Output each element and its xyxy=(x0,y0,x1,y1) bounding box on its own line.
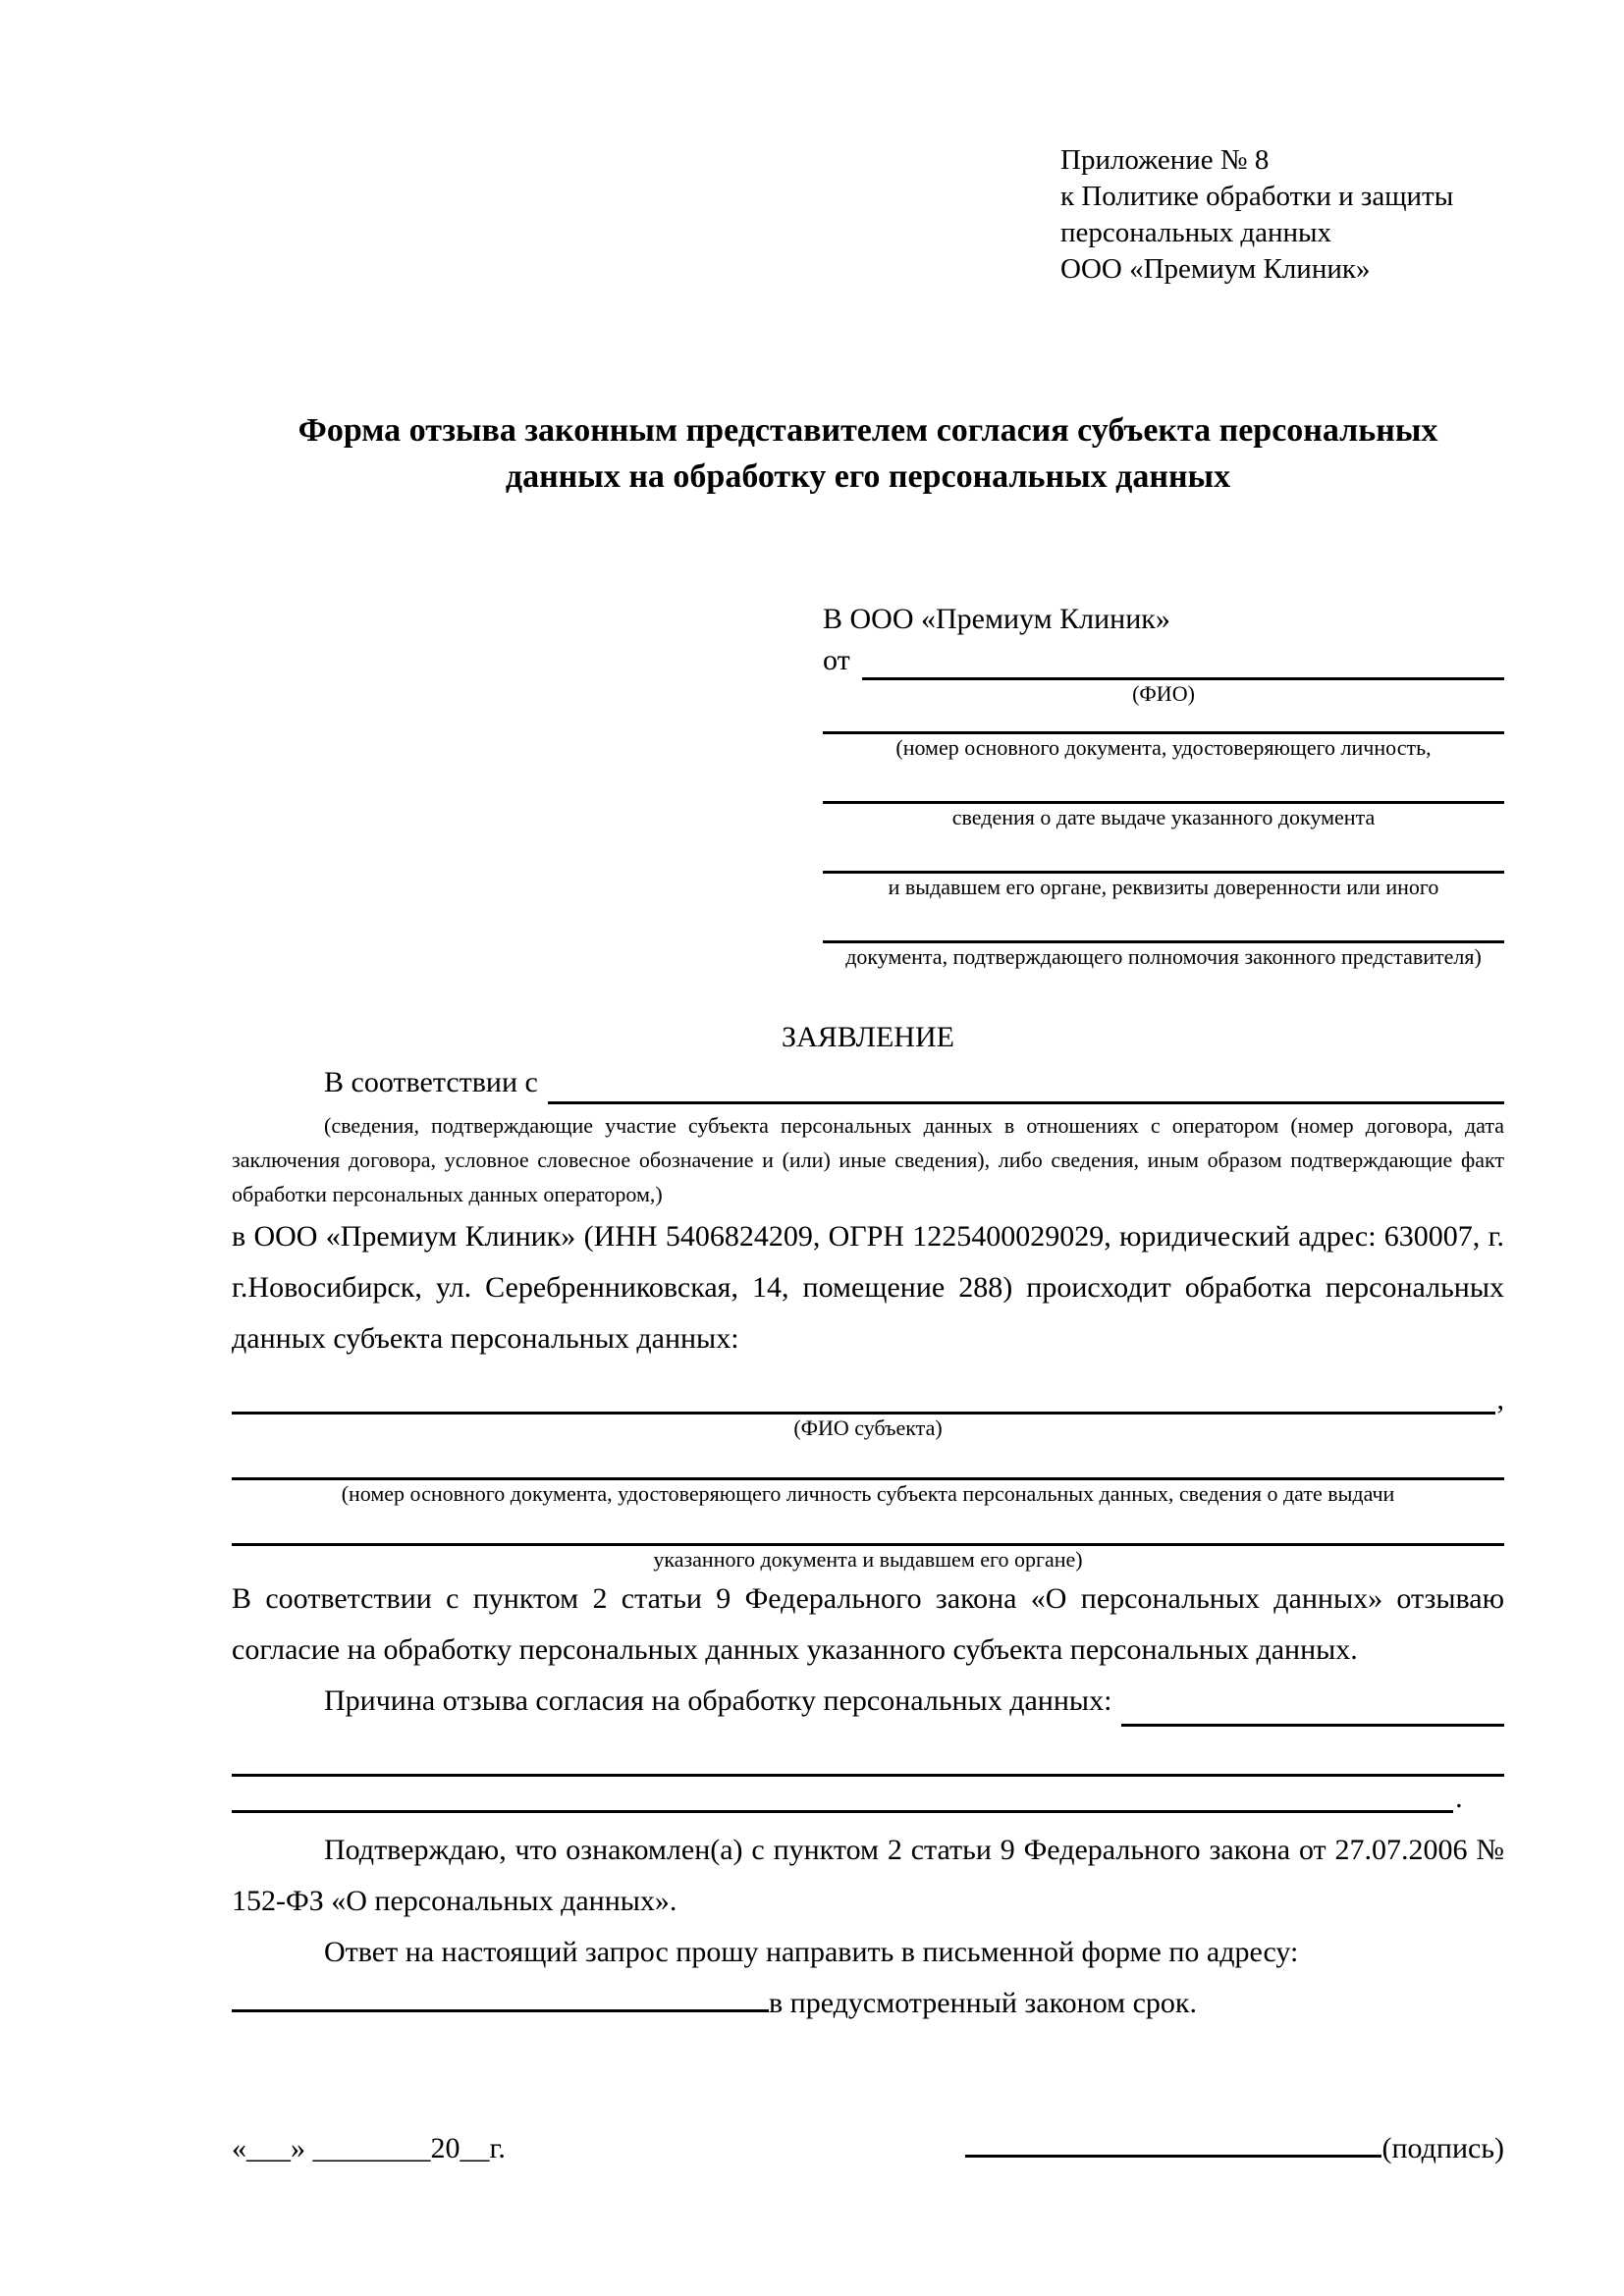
reason-blank-line xyxy=(1121,1690,1504,1727)
operator-paragraph: в ООО «Премиум Клиник» (ИНН 5406824209, ОГРН 1225400029029, юридический адрес: 630007, г. г.Новосибирск, ул. Серебренниковская, 14, помещение 288) происходит обработка персональных данных субъекта персональных данных: xyxy=(232,1220,1504,1355)
appendix-line: Приложение № 8 xyxy=(1060,144,1270,176)
reason-period: . xyxy=(1455,1782,1463,1814)
appendix-line: ООО «Премиум Клиник» xyxy=(1060,253,1371,285)
reply-suffix: в предусмотренный законом срок. xyxy=(769,1987,1197,2019)
issuer-blank-line xyxy=(823,831,1504,874)
addressee-block xyxy=(823,598,1504,971)
reason-blank-line-3 xyxy=(232,1777,1453,1813)
subject-issuer-caption: указанного документа и выдавшем его органе) xyxy=(653,1547,1083,1572)
addressee-to: В ООО «Премиум Клиник» xyxy=(823,603,1170,635)
reason-blank-row-3 xyxy=(232,1777,1504,1813)
withdrawal-paragraph: В соответствии с пунктом 2 статьи 9 Федерального закона «О персональных данных» отзываю согласие на обработку персональных данных указанного субъекта персональных данных. xyxy=(232,1582,1504,1666)
fio-caption: (ФИО) xyxy=(1132,681,1195,706)
reason-row xyxy=(232,1676,1504,1727)
appendix-header xyxy=(1060,142,1504,288)
signature-blank-line xyxy=(965,2125,1381,2158)
subject-fio-row xyxy=(232,1374,1504,1415)
document-title: Форма отзыва законным представителем согласия субъекта персональных данных на обработку его персональных данных xyxy=(298,412,1438,495)
reason-label: Причина отзыва согласия на обработку персональных данных: xyxy=(324,1684,1112,1717)
subject-doc-caption: (номер основного документа, удостоверяющего личность субъекта персональных данных, сведения о дате выдачи xyxy=(341,1481,1395,1506)
reply-address-row xyxy=(232,1978,1504,2029)
authority-doc-caption: документа, подтверждающего полномочия законного представителя) xyxy=(845,944,1482,969)
appendix-line: к Политике обработки и защиты xyxy=(1060,181,1454,212)
fio-blank-line xyxy=(862,644,1504,680)
reply-paragraph: Ответ на настоящий запрос прошу направить в письменной форме по адресу: xyxy=(324,1936,1299,1968)
subject-fio-caption: (ФИО субъекта) xyxy=(793,1415,943,1440)
signature-area xyxy=(965,2123,1504,2174)
issue-date-blank-line xyxy=(823,762,1504,804)
authority-doc-blank-line xyxy=(823,901,1504,943)
statement-heading: ЗАЯВЛЕНИЕ xyxy=(782,1021,954,1053)
from-label: от xyxy=(823,644,850,676)
subject-doc-blank-line xyxy=(232,1442,1504,1480)
subject-fio-comma: , xyxy=(1496,1383,1504,1415)
signature-footer xyxy=(232,2123,1504,2174)
signature-caption: (подпись) xyxy=(1381,2132,1504,2164)
intro-row xyxy=(232,1061,1504,1104)
issue-date-caption: сведения о дате выдаче указанного документа xyxy=(951,805,1376,829)
reason-blank-line-2 xyxy=(232,1727,1504,1777)
appendix-line: персональных данных xyxy=(1060,217,1332,248)
intro-label: В соответствии с xyxy=(324,1066,538,1098)
doc-number-blank-line xyxy=(823,708,1504,734)
reply-address-blank-line xyxy=(232,1980,769,2012)
intro-caption: (сведения, подтверждающие участие субъекта персональных данных в отношениях с оператором (номер договора, дата заключения договора, условное словесное обозначение и (или) иные сведения), либо сведения, иным образом подтверждающие факт обработки персональных данных оператором,) xyxy=(232,1113,1504,1206)
date-blank: «___» ________20__г. xyxy=(232,2132,506,2164)
issuer-caption: и выдавшем его органе, реквизиты доверенности или иного xyxy=(888,875,1439,899)
doc-number-caption: (номер основного документа, удостоверяющего личность, xyxy=(895,735,1432,760)
intro-blank-line xyxy=(548,1068,1504,1104)
subject-fio-blank-line xyxy=(232,1374,1495,1415)
from-row xyxy=(823,641,1504,680)
subject-issuer-blank-line xyxy=(232,1508,1504,1546)
confirm-paragraph: Подтверждаю, что ознакомлен(а) с пунктом 2 статьи 9 Федерального закона от 27.07.2006 № 152-ФЗ «О персональных данных». xyxy=(232,1834,1504,1917)
